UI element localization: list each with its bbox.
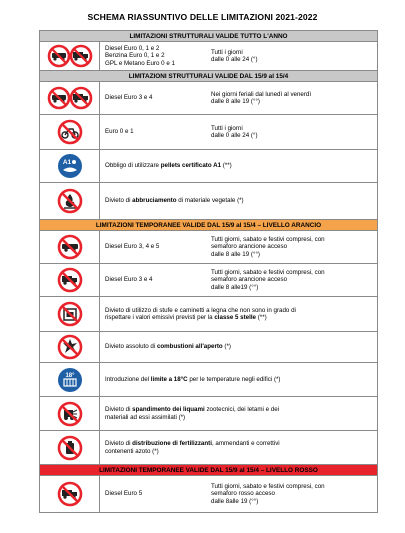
heating-limit-icon [57, 367, 83, 393]
rule-text-part: (**) [221, 162, 232, 170]
rule-keyword: abbruciamento [132, 197, 177, 205]
vehicle-line: GPL e Metano Euro 0 e 1 [105, 59, 175, 67]
table-row [40, 363, 377, 397]
schedule [207, 231, 377, 263]
icon-cell [40, 476, 100, 512]
rule-text-part: materiali ad essi assimilati (*) [105, 413, 186, 421]
rule-sentence [105, 440, 280, 447]
no-vehicles-icon [47, 86, 93, 110]
schedule [207, 115, 377, 149]
no-cars-icon [57, 234, 83, 260]
table-row [40, 150, 377, 183]
icon-cell [40, 332, 100, 362]
rule-sentence [105, 314, 267, 321]
rule-keyword: classe 5 stelle [214, 314, 256, 321]
icon-cell [40, 183, 100, 219]
vehicle-list [100, 42, 207, 70]
no-open-fire-icon [57, 334, 83, 360]
schedule-line: dalle 8 alle 19 (°°) [211, 250, 260, 258]
schedule [207, 476, 377, 512]
icon-cell [40, 264, 100, 296]
vehicle-list: Diesel Euro 3 e 4 [105, 276, 153, 284]
rule-text-part: (**) [256, 314, 267, 321]
schedule [207, 264, 377, 296]
section-header-structural-seasonal: LIMITAZIONI STRUTTURALI VALIDE DAL 15/9 al 15/4 [40, 71, 377, 82]
table-row [40, 264, 377, 297]
no-fertilizer-icon [57, 435, 83, 461]
rule-text [100, 332, 377, 362]
schedule-line: Tutti giorni, sabato e festivi compresi, con [211, 482, 325, 490]
table-row [40, 476, 377, 512]
table-row [40, 115, 377, 150]
schedule-line: dalle 8 alle 19 (°°) [211, 98, 260, 105]
no-manure-spreading-icon [57, 401, 83, 427]
schedule [207, 82, 377, 114]
icon-cell [40, 231, 100, 263]
schedule-line: dalle 8alle 19 (°°) [211, 497, 259, 505]
rule-sentence [105, 197, 244, 204]
icon-cell [40, 431, 100, 464]
rule-keyword: spandimento dei liquami [132, 406, 205, 414]
rule-text-part: Divieto di [105, 440, 133, 448]
schedule-line: dalle 0 alle 24 (°) [211, 132, 258, 139]
schedule [207, 42, 377, 70]
vehicle-list: Diesel Euro 3 e 4 [105, 94, 153, 102]
schedule-line: semaforo arancione acceso [211, 243, 288, 251]
no-trucks-icon [57, 481, 83, 507]
vehicle-list: Euro 0 e 1 [105, 128, 134, 136]
vehicle-list: Diesel Euro 3, 4 e 5 [105, 243, 160, 251]
rule-keyword: distribuzione di fertilizzanti [132, 440, 212, 448]
rule-text-part: contenenti azoto (*) [105, 447, 159, 455]
table-row [40, 42, 377, 71]
vehicle-line: Benzina Euro 0, 1 e 2 [105, 52, 165, 60]
icon-cell [40, 42, 100, 70]
section-header-temporary-orange: LIMITAZIONI TEMPORANEE VALIDE DAL 15/9 al 15/4 – LIVELLO ARANCIO [40, 220, 377, 231]
a1-badge-text: A1 [62, 159, 71, 166]
rule-text [100, 183, 377, 219]
rule-text-part: rispettare i valori emissivi previsti per la [105, 314, 215, 321]
vehicle-line: Diesel Euro 0, 1 e 2 [105, 44, 160, 52]
rule-text [100, 150, 377, 182]
table-row [40, 431, 377, 465]
schedule-line: Nei giorni feriali dal lunedì al venerdì [211, 90, 312, 98]
rule-text-part: , ammendanti e correttivi [211, 440, 280, 448]
rule-text [100, 363, 377, 396]
section-header-structural-all-year: LIMITAZIONI STRUTTURALI VALIDE TUTTO L'ANNO [40, 31, 377, 42]
icon-cell [40, 150, 100, 182]
schedule-line: dalle 0 alle 24 (°) [211, 56, 258, 63]
certified-pellets-icon [57, 153, 83, 179]
rule-text [100, 397, 377, 430]
rule-text-part: Introduzione del [105, 375, 151, 383]
rule-sentence [105, 162, 232, 169]
table-row [40, 82, 377, 115]
schedule-line: Tutti giorni, sabato e festivi compresi, con [211, 235, 325, 243]
schedule-line: semaforo arancione acceso [211, 276, 288, 284]
schedule-line: dalle 8 alle19 (°°) [211, 283, 259, 291]
table-row [40, 231, 377, 264]
thermo-badge-text: 18° [64, 372, 75, 379]
rule-sentence [105, 376, 281, 383]
rule-text-part: di materiale vegetale (*) [176, 197, 244, 205]
vehicle-list: Diesel Euro 5 [105, 490, 143, 498]
schedule-line: semaforo rosso acceso [211, 490, 275, 498]
no-trucks-icon [57, 267, 83, 293]
rule-text-part: Obbligo di utilizzare [105, 162, 161, 170]
rule-text-part: Divieto di [105, 406, 133, 414]
rule-keyword: pellets certificato A1 [160, 162, 222, 170]
schedule-line: Tutti i giorni [211, 48, 243, 56]
icon-cell [40, 82, 100, 114]
limitations-table [39, 30, 378, 513]
icon-cell [40, 363, 100, 396]
rule-text [100, 431, 377, 464]
schedule-line: Tutti giorni, sabato e festivi compresi, con [211, 268, 325, 276]
rule-text-part: Divieto di utilizzo di stufe e caminetti a legna che non sono in grado di [105, 306, 296, 314]
table-row [40, 397, 377, 431]
no-motorcycles-icon [57, 119, 83, 145]
rule-sentence [105, 406, 279, 413]
rule-text [100, 297, 377, 331]
icon-cell [40, 397, 100, 430]
table-row [40, 332, 377, 363]
section-header-temporary-red: LIMITAZIONI TEMPORANEE VALIDE DAL 15/9 al 15/4 – LIVELLO ROSSO [40, 465, 377, 476]
rule-text-part: per le temperature negli edifici (*) [187, 375, 281, 383]
page-title: SCHEMA RIASSUNTIVO DELLE LIMITAZIONI 2021-2022 [87, 12, 318, 22]
rule-keyword: combustioni all'aperto [156, 343, 223, 351]
rule-text-part: (*) [222, 343, 231, 351]
icon-cell [40, 115, 100, 149]
no-wood-stove-icon [57, 301, 83, 327]
table-row [40, 297, 377, 332]
rule-text-part: Divieto di [105, 197, 133, 205]
rule-sentence [105, 343, 231, 350]
rule-text-part: zootecnici, dei letami e dei [204, 406, 280, 414]
table-row [40, 183, 377, 220]
rule-keyword: limite a 18°C [150, 375, 188, 383]
schedule-line: Tutti i giorni [211, 124, 243, 132]
rule-text-part: Divieto assoluto di [105, 343, 157, 351]
no-vehicles-icon [47, 44, 93, 68]
no-burning-icon [57, 188, 83, 214]
icon-cell [40, 297, 100, 331]
